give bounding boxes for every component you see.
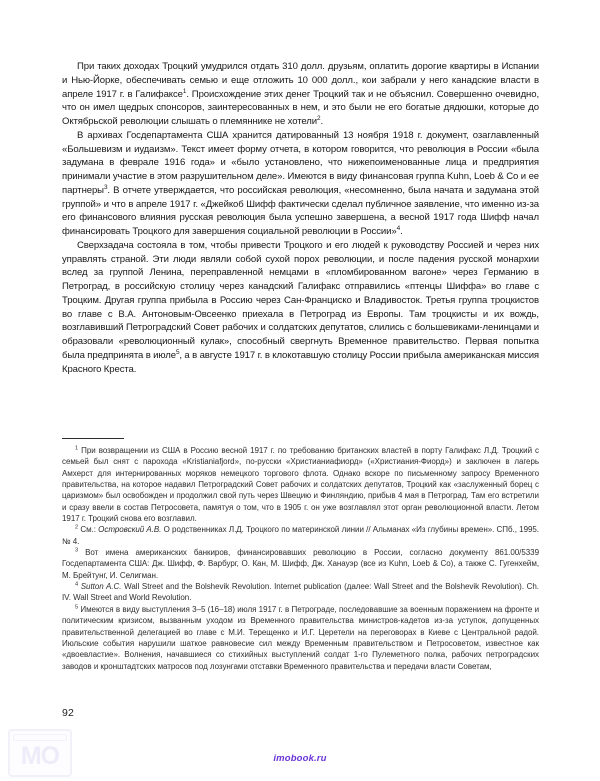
footnote-3: $^3$ Вот имена американских банкиров, финансировавших революцию в России, согласно документу 861.00/5339 Госдепартамента США: Дж. Шифф, Ф. Варбург, О. Кан, М. Шифф, Дж. Ханауэр (все из Kuhn, Loeb & Co), а также С. Гугенхейм, М. Брейтунг, И. Селигман. [62, 547, 539, 580]
footnote-5: $^5$ Имеются в виду выступления 3–5 (16–18) июля 1917 г. в Петрограде, последовавшие за военным поражением на фронте и политическим кризисом, вызванным уходом из Временного правительства министров-кадетов из-за уступок, допущенных правительственной делегацией во главе с М.И. Терещенко и И.Г. Церетели на переговорах в Киеве с Центральной радой. Июльские события нарушили шаткое равновесие сил между Временным правительством и Петросоветом, известное как «двоевластие». Волнения, начавшиеся со стихийных выступлений солдат 1-го Пулеметного полка, рабочих петроградских заводов и кронштадтских матросов под лозунгами отставки Временного правительства и передачи власти Советам, [62, 604, 539, 671]
footnote-2: $^2$ См.: Островский А.В. О родственниках Л.Д. Троцкого по материнской линии // Альманах «Из глубины времен». СПб., 1995. № 4. [62, 524, 539, 546]
footnote-4: $^4$ Sutton A.C. Wall Street and the Bolshevik Revolution. Internet publication (далее: Wall Street and the Bolshevik Revolution). Ch. IV. Wall Street and World Revolution. [62, 581, 539, 603]
footnote-1: $^1$ При возвращении из США в Россию весной 1917 г. по требованию британских властей в порту Галифакс Л.Д. Троцкий с семьей был снят с парохода «Kristianiafjord», по-русски «Христианиафиорд» («Христиания-Фиорд») и заключен в лагерь Амхерст для интернированных моряков немецкого торгового флота. Однако вскоре по письменному запросу Временного правительства, на которое надавил Петроградский Совет рабочих и солдатских депутатов, Троцкий как «заслуженный борец с царизмом» был освобожден и продолжил свой путь через Швецию и Финляндию, прибыв 4 мая в Петроград. Там его встретили и сразу ввели в состав Петросовета, памятуя о том, что в 1905 г. он уже возглавлял этот орган революционной власти. Летом 1917 г. Троцкий снова его возглавил. [62, 445, 539, 524]
body-paragraph-2: В архивах Госдепартамента США хранится датированный 13 ноября 1918 г. документ, озаглавленный «Большевизм и иудаизм». Текст имеет форму отчета, в котором говорится, что революция в России «была задумана в феврале 1916 года» и «было установлено, что нижепоименованные лица и предприятия принимали участие в этом разрушительном деле». Имеются в виду финансовая группа Kuhn, Loeb & Co и ее партнеры$^3$. В отчете утверждается, что российская революция, «несомненно, была начата и задумана этой группой» и что в апреле 1917 г. «Джейкоб Шифф фактически сделал публичное заявление, что именно из-за его финансового влияния русская революция была успешно завершена, а весной 1917 года Шифф начал финансировать Троцкого для завершения социальной революции в России»$^4$. [62, 129, 539, 237]
body-paragraph-3: Сверхзадача состояла в том, чтобы привести Троцкого и его людей к руководству Россией и через них управлять страной. Эти люди являли собой сухой порох революции, и после падения русской монархии вслед за группой Ленина, переправленной немцами в «пломбированном вагоне» через Германию в Петроград, в российскую столицу через канадский Галифакс отправились «птенцы Шиффа» во главе с Троцким. Другая группа прибыла в Россию через Сан-Франциско и Владивосток. Третья группа троцкистов во главе с В.А. Антоновым-Овсеенко приехала в Петроград из Европы. Там троцкисты и их вождь, возглавивший Петроградский Совет рабочих и солдатских депутатов, слились с большевиками-ленинцами и образовали «революционный кулак», способный свергнуть Временное правительство. Первая попытка была предпринята в июле$^5$, а в августе 1917 г. в клокотавшую столицу России прибыла американская миссия Красного Креста. [62, 239, 540, 375]
footnote-separator-rule [62, 438, 124, 439]
main-text-column [62, 60, 539, 376]
watermark-frame-bar [13, 734, 67, 741]
body-paragraph-1: При таких доходах Троцкий умудрился отдать 310 долл. друзьям, оплатить дорогие квартиры в Испании и Нью-Йорке, обеспечивать семью и еще отложить 10 000 долл., кои забрали у него канадские власти в апреле 1917 г. в Галифаксе$^1$. Происхождение этих денег Троцкий так и не объяснил. Совершенно очевидно, что он имел щедрых спонсоров, заинтересованных в нем, и это были не его богатые дядюшки, которые до Октябрьской революции слышать о племяннике не хотели$^2$. [62, 61, 540, 127]
footer-site-url[interactable]: imobook.ru [273, 753, 327, 764]
page-number: 92 [62, 707, 75, 719]
watermark-label: MO [20, 742, 60, 770]
footnote-section [62, 438, 539, 672]
